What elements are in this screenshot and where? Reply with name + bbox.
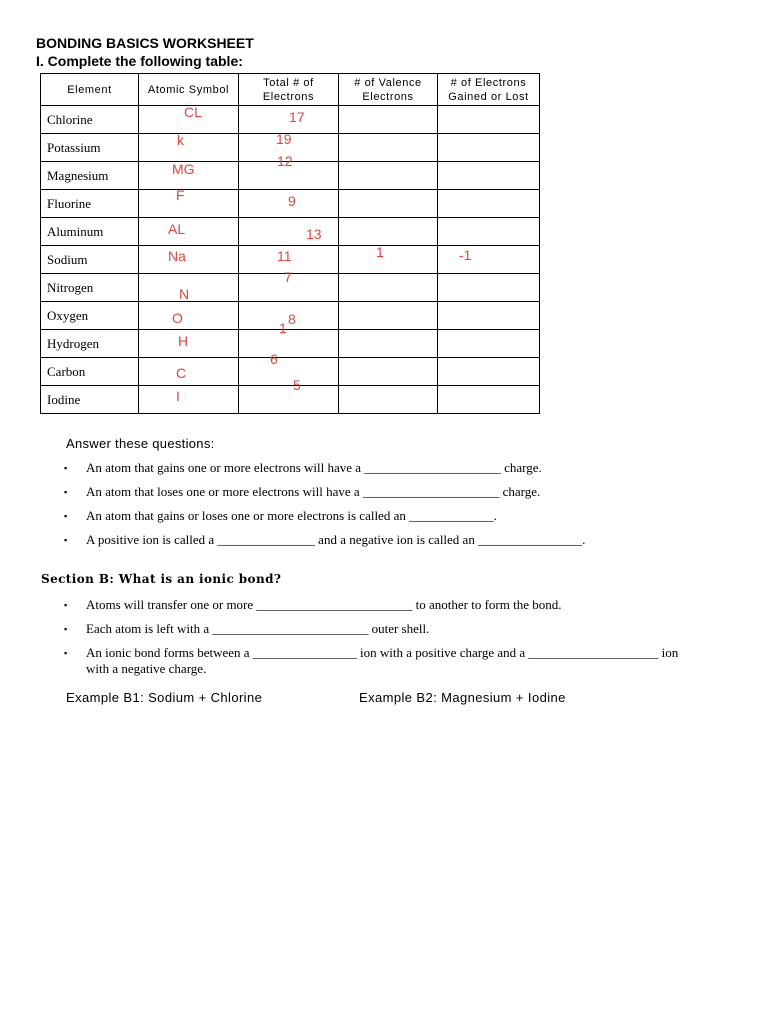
atomic-symbol-cell bbox=[139, 162, 239, 190]
total-electrons-cell bbox=[239, 377, 339, 414]
worksheet-title: BONDING BASICS WORKSHEET bbox=[36, 35, 254, 51]
element-name-cell: Sodium bbox=[41, 246, 139, 274]
list-item bbox=[64, 532, 585, 556]
atomic-symbol-answer: N bbox=[179, 286, 190, 302]
atomic-symbol-cell bbox=[139, 218, 239, 246]
atomic-symbol-cell bbox=[139, 330, 239, 358]
electrons-gained-lost-cell bbox=[438, 134, 540, 162]
bullet-icon: ▪ bbox=[64, 600, 68, 610]
valence-electrons-answer: 1 bbox=[376, 244, 384, 260]
total-electrons-answer: 7 bbox=[284, 269, 292, 285]
electrons-gained-lost-cell bbox=[438, 190, 540, 218]
element-name-cell: Oxygen bbox=[41, 302, 139, 330]
atomic-symbol-answer: C bbox=[176, 365, 187, 381]
total-electrons-answer: 13 bbox=[306, 226, 322, 242]
bullet-icon: ▪ bbox=[64, 624, 68, 634]
total-electrons-cell bbox=[239, 218, 339, 246]
electrons-gained-lost-cell bbox=[438, 218, 540, 246]
header-electrons-gained-lost: # of Electrons Gained or Lost bbox=[438, 74, 540, 106]
element-name-cell: Hydrogen bbox=[41, 330, 139, 358]
section-b-heading: Section B: What is an ionic bond? bbox=[41, 572, 282, 586]
atomic-symbol-answer: Na bbox=[168, 248, 186, 264]
valence-electrons-cell bbox=[339, 106, 438, 134]
electrons-gained-lost-cell bbox=[438, 246, 540, 274]
list-item bbox=[64, 645, 704, 677]
table-row bbox=[41, 358, 540, 386]
valence-electrons-cell bbox=[339, 386, 438, 414]
element-name-cell: Chlorine bbox=[41, 106, 139, 134]
header-atomic-symbol: Atomic Symbol bbox=[139, 74, 239, 106]
bullet-icon: ▪ bbox=[64, 463, 68, 473]
atomic-symbol-answer: k bbox=[177, 132, 184, 148]
electrons-gained-lost-cell bbox=[438, 386, 540, 414]
table-row bbox=[41, 330, 540, 358]
atomic-symbol-answer: I bbox=[176, 388, 180, 404]
statement-text: An ionic bond forms between a ________________ ion with a positive charge and a ____________________ ion with a negative charge. bbox=[86, 645, 679, 676]
total-electrons-cell bbox=[239, 302, 339, 330]
element-name-cell: Nitrogen bbox=[41, 274, 139, 302]
total-electrons-cell bbox=[239, 269, 339, 302]
valence-electrons-cell bbox=[339, 330, 438, 358]
atomic-symbol-cell bbox=[139, 358, 239, 386]
total-electrons-answer: 19 bbox=[276, 131, 292, 147]
total-electrons-answer: 17 bbox=[289, 109, 305, 125]
table-row bbox=[41, 190, 540, 218]
header-total-electrons: Total # of Electrons bbox=[239, 74, 339, 106]
table-row bbox=[41, 162, 540, 190]
valence-electrons-cell bbox=[339, 246, 438, 274]
total-electrons-cell bbox=[239, 106, 339, 134]
electrons-gained-lost-cell bbox=[438, 358, 540, 386]
atomic-symbol-cell bbox=[139, 134, 239, 162]
valence-electrons-cell bbox=[339, 134, 438, 162]
bullet-icon: ▪ bbox=[64, 648, 68, 658]
total-electrons-cell bbox=[239, 153, 339, 190]
electrons-gained-lost-cell bbox=[438, 162, 540, 190]
total-electrons-answer: 1 bbox=[279, 320, 287, 336]
question-text: A positive ion is called a _______________ and a negative ion is called an ________________. bbox=[86, 532, 586, 547]
bullet-icon: ▪ bbox=[64, 535, 68, 545]
valence-electrons-cell bbox=[339, 218, 438, 246]
atomic-symbol-cell bbox=[139, 106, 239, 134]
electrons-gained-lost-answer: -1 bbox=[459, 247, 472, 263]
atomic-symbol-answer: O bbox=[172, 310, 183, 326]
atomic-symbol-answer: CL bbox=[184, 104, 202, 120]
atomic-symbol-answer: AL bbox=[168, 221, 186, 237]
statement-text: Atoms will transfer one or more ________________________ to another to form the bond. bbox=[86, 597, 562, 612]
total-electrons-answer: 11 bbox=[277, 248, 292, 264]
table-instruction: I. Complete the following table: bbox=[36, 53, 243, 69]
valence-electrons-cell bbox=[339, 274, 438, 302]
element-name-cell: Fluorine bbox=[41, 190, 139, 218]
total-electrons-cell bbox=[239, 190, 339, 218]
total-electrons-answer: 9 bbox=[288, 193, 296, 209]
bullet-icon: ▪ bbox=[64, 487, 68, 497]
list-item bbox=[64, 484, 585, 508]
element-name-cell: Iodine bbox=[41, 386, 139, 414]
list-item bbox=[64, 460, 585, 484]
electrons-gained-lost-cell bbox=[438, 330, 540, 358]
table-row bbox=[41, 386, 540, 414]
total-electrons-cell bbox=[239, 320, 339, 358]
atomic-symbol-cell bbox=[139, 274, 239, 302]
question-text: An atom that gains or loses one or more electrons is called an _____________. bbox=[86, 508, 497, 523]
total-electrons-cell bbox=[239, 351, 339, 386]
list-item bbox=[64, 597, 704, 613]
table-row bbox=[41, 274, 540, 302]
list-item bbox=[64, 508, 585, 532]
atomic-symbol-cell bbox=[139, 187, 239, 218]
table-row bbox=[41, 218, 540, 246]
total-electrons-answer: 6 bbox=[270, 351, 278, 367]
list-item bbox=[64, 621, 704, 637]
valence-electrons-cell bbox=[339, 358, 438, 386]
valence-electrons-cell bbox=[339, 302, 438, 330]
element-name-cell: Potassium bbox=[41, 134, 139, 162]
electrons-gained-lost-cell bbox=[438, 106, 540, 134]
element-name-cell: Aluminum bbox=[41, 218, 139, 246]
electrons-gained-lost-cell bbox=[438, 274, 540, 302]
question-text: An atom that loses one or more electrons will have a _____________________ charge. bbox=[86, 484, 541, 499]
valence-electrons-cell bbox=[339, 162, 438, 190]
elements-table bbox=[40, 73, 540, 414]
total-electrons-answer: 5 bbox=[293, 377, 301, 393]
example-b1-label: Example B1: Sodium + Chlorine bbox=[66, 690, 263, 705]
questions-list bbox=[64, 460, 585, 556]
header-valence-electrons: # of Valence Electrons bbox=[339, 74, 438, 106]
table-row bbox=[41, 302, 540, 330]
element-name-cell: Carbon bbox=[41, 358, 139, 386]
header-element: Element bbox=[41, 74, 139, 106]
element-name-cell: Magnesium bbox=[41, 162, 139, 190]
bullet-icon: ▪ bbox=[64, 511, 68, 521]
atomic-symbol-answer: H bbox=[178, 333, 189, 349]
total-electrons-answer: 12 bbox=[277, 153, 293, 169]
example-b2-label: Example B2: Magnesium + Iodine bbox=[359, 690, 566, 705]
table-row bbox=[41, 106, 540, 134]
question-text: An atom that gains one or more electrons will have a _____________________ charge. bbox=[86, 460, 542, 475]
section-b-list bbox=[64, 597, 704, 685]
atomic-symbol-cell bbox=[139, 246, 239, 274]
atomic-symbol-cell bbox=[139, 386, 239, 414]
atomic-symbol-answer: MG bbox=[172, 161, 195, 177]
valence-electrons-cell bbox=[339, 190, 438, 218]
questions-heading: Answer these questions: bbox=[66, 436, 215, 451]
table-header-row bbox=[41, 74, 540, 106]
statement-text: Each atom is left with a ________________________ outer shell. bbox=[86, 621, 430, 636]
atomic-symbol-answer: F bbox=[176, 187, 185, 203]
atomic-symbol-cell bbox=[139, 302, 239, 330]
total-electrons-answer: 8 bbox=[288, 311, 296, 327]
electrons-gained-lost-cell bbox=[438, 302, 540, 330]
